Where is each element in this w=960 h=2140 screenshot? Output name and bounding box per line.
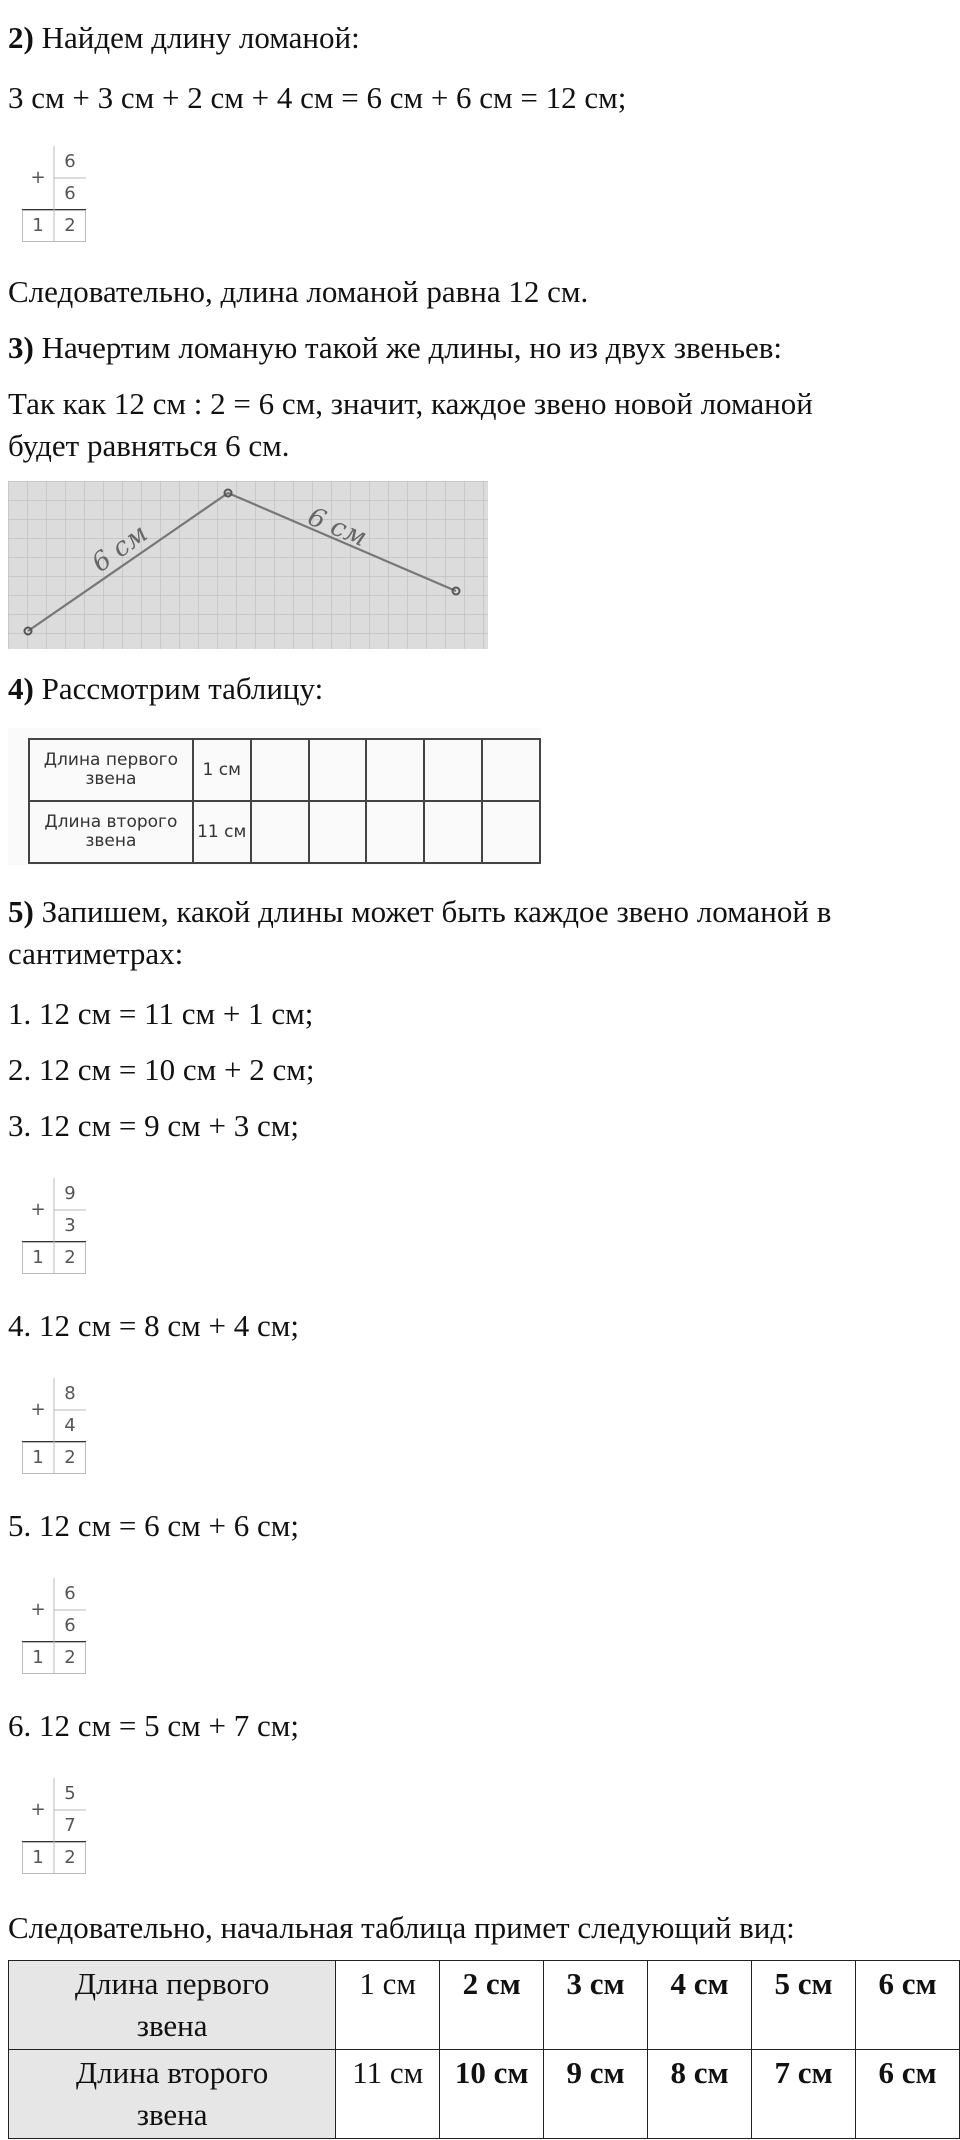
step3-line2: будет равняться 6 см. bbox=[8, 428, 290, 463]
task-table bbox=[28, 738, 541, 864]
table-cell: 8 см bbox=[648, 2050, 752, 2139]
table-cell-empty bbox=[424, 801, 482, 863]
step5-heading-cont: сантиметрах: bbox=[8, 936, 184, 971]
list-item: 5. 12 см = 6 см + 6 см; bbox=[8, 1508, 299, 1543]
table-cell-empty bbox=[424, 739, 482, 801]
final-table bbox=[8, 1960, 960, 2139]
list-item: 1. 12 см = 11 см + 1 см; bbox=[8, 996, 314, 1031]
table-row bbox=[9, 1961, 960, 2050]
table-cell: 7 см bbox=[752, 2050, 856, 2139]
table-cell: 4 см bbox=[648, 1961, 752, 2050]
addend-b: 6 bbox=[64, 183, 76, 204]
table-cell-empty bbox=[366, 739, 424, 801]
addend-b: 3 bbox=[64, 1215, 76, 1236]
column-addition bbox=[22, 1178, 86, 1274]
addend-a: 9 bbox=[64, 1183, 76, 1204]
step5-conclusion: Следовательно, начальная таблица примет следующий вид: bbox=[8, 1910, 795, 1945]
segment-label-left: 6 см bbox=[86, 518, 154, 579]
plus-sign: + bbox=[30, 1199, 46, 1220]
table-cell-empty bbox=[309, 801, 367, 863]
table-cell: 1 см bbox=[336, 1961, 440, 2050]
plus-sign: + bbox=[30, 167, 46, 188]
result-ones: 2 bbox=[64, 215, 76, 236]
table-cell: 1 см bbox=[193, 739, 251, 801]
result-tens: 1 bbox=[32, 1447, 44, 1468]
result-ones: 2 bbox=[64, 1647, 76, 1668]
list-item: 6. 12 см = 5 см + 7 см; bbox=[8, 1708, 299, 1743]
result-tens: 1 bbox=[32, 215, 44, 236]
step3-heading: 3) Начертим ломаную такой же длины, но из двух звеньев: bbox=[8, 330, 782, 365]
addend-a: 6 bbox=[64, 151, 76, 172]
list-item: 3. 12 см = 9 см + 3 см; bbox=[8, 1108, 299, 1143]
column-addition bbox=[22, 1578, 86, 1674]
step2-conclusion: Следовательно, длина ломаной равна 12 см. bbox=[8, 274, 589, 309]
segment-label-right: 6 см bbox=[303, 501, 372, 554]
table-cell-empty bbox=[482, 739, 540, 801]
table-head-cell: Длина второго звена bbox=[29, 801, 193, 863]
plus-sign: + bbox=[30, 1799, 46, 1820]
task-table-image bbox=[8, 728, 541, 865]
addend-b: 7 bbox=[64, 1815, 76, 1836]
table-cell-empty bbox=[366, 801, 424, 863]
column-addition bbox=[22, 1378, 86, 1474]
table-cell: 6 см bbox=[856, 1961, 960, 2050]
step4-heading: 4) Рассмотрим таблицу: bbox=[8, 671, 324, 706]
table-row bbox=[29, 801, 540, 863]
table-cell: 9 см bbox=[544, 2050, 648, 2139]
step2-heading: 2) Найдем длину ломаной: bbox=[8, 20, 360, 55]
result-tens: 1 bbox=[32, 1847, 44, 1868]
table-cell: 5 см bbox=[752, 1961, 856, 2050]
table-head-cell: Длина второго звена bbox=[9, 2050, 336, 2139]
step5-heading: 5) Запишем, какой длины может быть каждое звено ломаной в bbox=[8, 894, 832, 929]
table-row bbox=[29, 739, 540, 801]
addend-b: 6 bbox=[64, 1615, 76, 1636]
table-cell-empty bbox=[251, 739, 309, 801]
table-head-cell: Длина первого звена bbox=[9, 1961, 336, 2050]
table-cell: 10 см bbox=[440, 2050, 544, 2139]
list-item: 4. 12 см = 8 см + 4 см; bbox=[8, 1308, 299, 1343]
list-item: 2. 12 см = 10 см + 2 см; bbox=[8, 1052, 315, 1087]
addend-b: 4 bbox=[64, 1415, 76, 1436]
table-cell: 6 см bbox=[856, 2050, 960, 2139]
addend-a: 6 bbox=[64, 1583, 76, 1604]
table-cell-empty bbox=[309, 739, 367, 801]
result-ones: 2 bbox=[64, 1847, 76, 1868]
table-cell-empty bbox=[482, 801, 540, 863]
result-tens: 1 bbox=[32, 1247, 44, 1268]
table-cell: 11 см bbox=[336, 2050, 440, 2139]
polyline-drawing bbox=[8, 481, 488, 649]
table-cell: 2 см bbox=[440, 1961, 544, 2050]
addend-a: 5 bbox=[64, 1783, 76, 1804]
table-cell: 3 см bbox=[544, 1961, 648, 2050]
table-cell-empty bbox=[251, 801, 309, 863]
plus-sign: + bbox=[30, 1599, 46, 1620]
addend-a: 8 bbox=[64, 1383, 76, 1404]
result-ones: 2 bbox=[64, 1447, 76, 1468]
column-addition bbox=[22, 1778, 86, 1874]
plus-sign: + bbox=[30, 1399, 46, 1420]
table-row bbox=[9, 2050, 960, 2139]
column-addition bbox=[22, 146, 86, 242]
result-tens: 1 bbox=[32, 1647, 44, 1668]
table-head-cell: Длина первого звена bbox=[29, 739, 193, 801]
table-cell: 11 см bbox=[193, 801, 251, 863]
step3-line1: Так как 12 см : 2 = 6 см, значит, каждое звено новой ломаной bbox=[8, 386, 813, 421]
polyline-svg bbox=[8, 481, 488, 649]
step2-equation: 3 см + 3 см + 2 см + 4 см = 6 см + 6 см = 12 см; bbox=[8, 80, 627, 115]
result-ones: 2 bbox=[64, 1247, 76, 1268]
